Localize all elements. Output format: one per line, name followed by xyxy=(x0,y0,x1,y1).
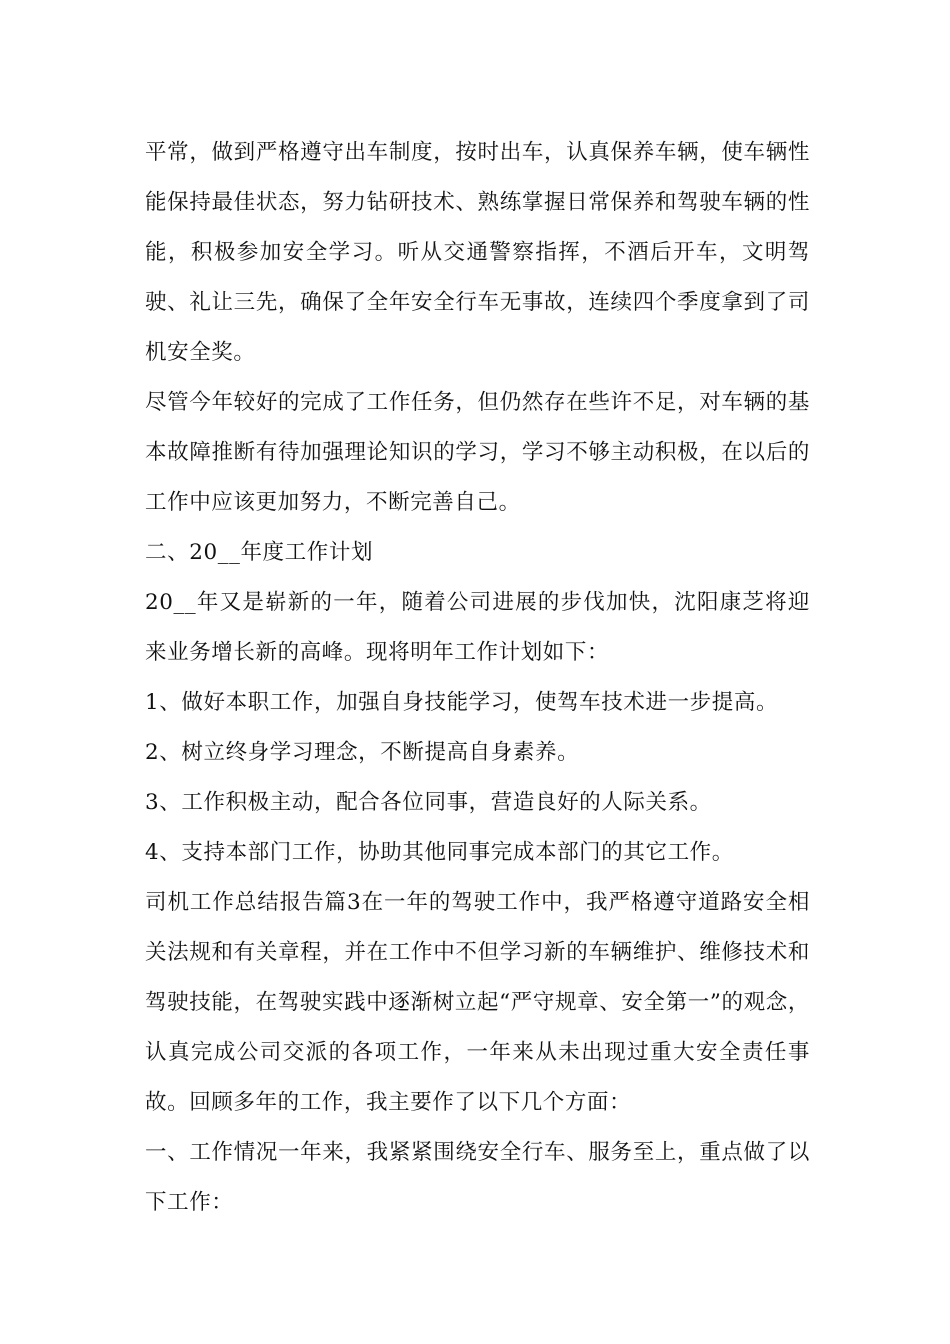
paragraph-plan-intro: 20__年又是崭新的一年，随着公司进展的步伐加快，沈阳康芝将迎来业务增长新的高峰。现将明年工作计划如下： xyxy=(145,590,810,665)
plan-item-4: 4、支持本部门工作，协助其他同事完成本部门的其它工作。 xyxy=(145,840,734,865)
paragraph-shortcomings: 尽管今年较好的完成了工作任务，但仍然存在些许不足，对车辆的基本故障推断有待加强理论知识的学习，学习不够主动积极，在以后的工作中应该更加努力，不断完善自己。 xyxy=(145,390,810,515)
document-body xyxy=(145,128,810,1228)
plan-item-2: 2、树立终身学习理念，不断提高自身素养。 xyxy=(145,740,580,765)
plan-item-3: 3、工作积极主动，配合各位同事，营造良好的人际关系。 xyxy=(145,790,712,815)
section-heading-work-plan: 二、20__年度工作计划 xyxy=(145,540,374,565)
paragraph-report-3: 司机工作总结报告篇3在一年的驾驶工作中，我严格遵守道路安全相关法规和有关章程，并在工作中不但学习新的车辆维护、维修技术和驾驶技能，在驾驶实践中逐渐树立起“严守规章、安全第一”的观念，认真完成公司交派的各项工作，一年来从未出现过重大安全责任事故。回顾多年的工作，我主要作了以下几个方面： xyxy=(145,890,810,1115)
paragraph-work-situation: 一、工作情况一年来，我紧紧围绕安全行车、服务至上，重点做了以下工作： xyxy=(145,1140,810,1215)
plan-item-1: 1、做好本职工作，加强自身技能学习，使驾车技术进一步提高。 xyxy=(145,690,779,715)
paragraph-driving-conduct: 平常，做到严格遵守出车制度，按时出车，认真保养车辆，使车辆性能保持最佳状态，努力钻研技术、熟练掌握日常保养和驾驶车辆的性能，积极参加安全学习。听从交通警察指挥，不酒后开车，文明驾驶、礼让三先，确保了全年安全行车无事故，连续四个季度拿到了司机安全奖。 xyxy=(145,140,810,365)
